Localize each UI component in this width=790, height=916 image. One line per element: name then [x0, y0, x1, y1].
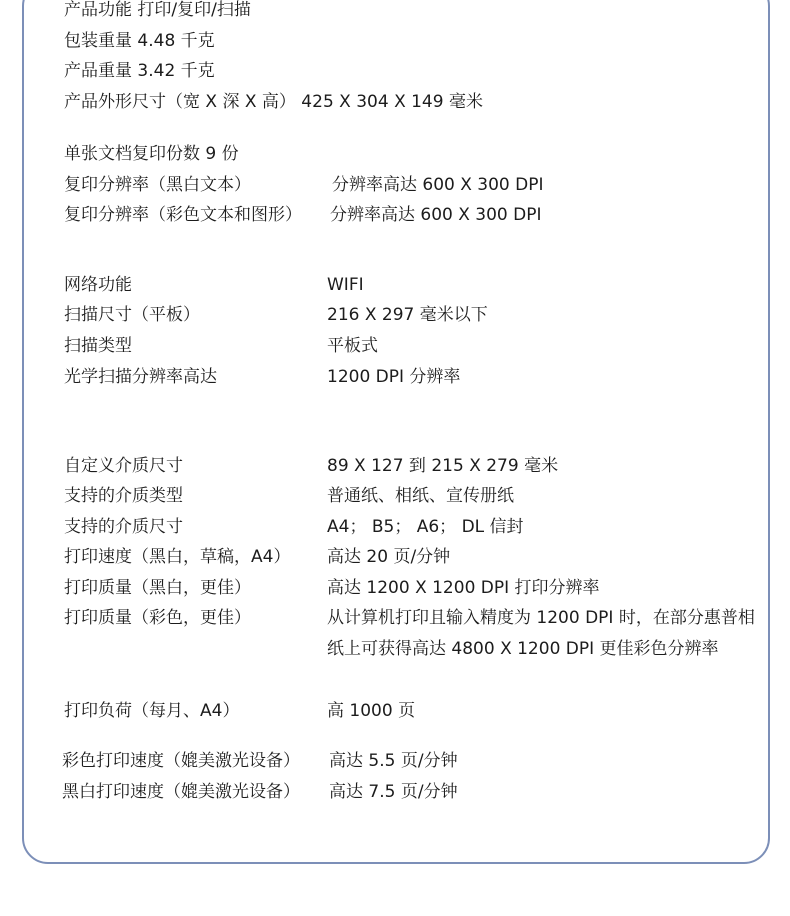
spec-product-dimensions: 产品外形尺寸（宽 X 深 X 高） 425 X 304 X 149 毫米	[64, 92, 483, 112]
spec-label-duty-cycle: 打印负荷（每月、A4）	[64, 701, 240, 721]
spec-label-optical-res: 光学扫描分辨率高达	[64, 367, 217, 387]
spec-product-function: 产品功能 打印/复印/扫描	[64, 0, 251, 20]
spec-value-network: WIFI	[327, 275, 364, 295]
spec-value-custom-media-size: 89 X 127 到 215 X 279 毫米	[327, 456, 559, 476]
spec-label-scan-size: 扫描尺寸（平板）	[64, 305, 200, 325]
spec-label-copy-res-color: 复印分辨率（彩色文本和图形）	[64, 205, 302, 225]
spec-label-print-quality-mono: 打印质量（黑白，更佳）	[64, 578, 251, 598]
spec-value-mono-speed: 高达 7.5 页/分钟	[329, 782, 458, 802]
spec-label-media-types: 支持的介质类型	[64, 486, 183, 506]
spec-label-media-sizes: 支持的介质尺寸	[64, 517, 183, 537]
spec-value-optical-res: 1200 DPI 分辨率	[327, 367, 461, 387]
spec-card-frame	[22, 0, 770, 864]
spec-value-media-types: 普通纸、相纸、宣传册纸	[327, 486, 514, 506]
spec-value-copy-res-color: 分辨率高达 600 X 300 DPI	[330, 205, 542, 225]
spec-value-scan-size: 216 X 297 毫米以下	[327, 305, 488, 325]
spec-copy-count: 单张文档复印份数 9 份	[64, 144, 239, 164]
spec-value-print-quality-color: 从计算机打印且输入精度为 1200 DPI 时，在部分惠普相纸上可获得高达 4800 X 1200 DPI 更佳彩色分辨率	[327, 608, 755, 659]
spec-product-weight: 产品重量 3.42 千克	[64, 61, 215, 81]
spec-label-print-quality-color: 打印质量（彩色，更佳）	[64, 608, 251, 628]
spec-label-print-speed-draft: 打印速度（黑白，草稿，A4）	[64, 547, 291, 567]
spec-label-copy-res-mono: 复印分辨率（黑白文本）	[64, 175, 251, 195]
spec-label-scan-type: 扫描类型	[64, 336, 132, 356]
spec-value-media-sizes: A4； B5； A6； DL 信封	[327, 517, 524, 537]
spec-value-color-speed: 高达 5.5 页/分钟	[329, 751, 458, 771]
spec-label-color-speed: 彩色打印速度（媲美激光设备）	[62, 751, 300, 771]
spec-value-copy-res-mono: 分辨率高达 600 X 300 DPI	[332, 175, 544, 195]
spec-value-print-speed-draft: 高达 20 页/分钟	[327, 547, 451, 567]
spec-label-custom-media-size: 自定义介质尺寸	[64, 456, 183, 476]
spec-label-network: 网络功能	[64, 275, 132, 295]
spec-value-scan-type: 平板式	[327, 336, 378, 356]
spec-value-duty-cycle: 高 1000 页	[327, 701, 416, 721]
spec-value-print-quality-mono: 高达 1200 X 1200 DPI 打印分辨率	[327, 578, 600, 598]
spec-package-weight: 包装重量 4.48 千克	[64, 31, 215, 51]
spec-label-mono-speed: 黑白打印速度（媲美激光设备）	[62, 782, 300, 802]
